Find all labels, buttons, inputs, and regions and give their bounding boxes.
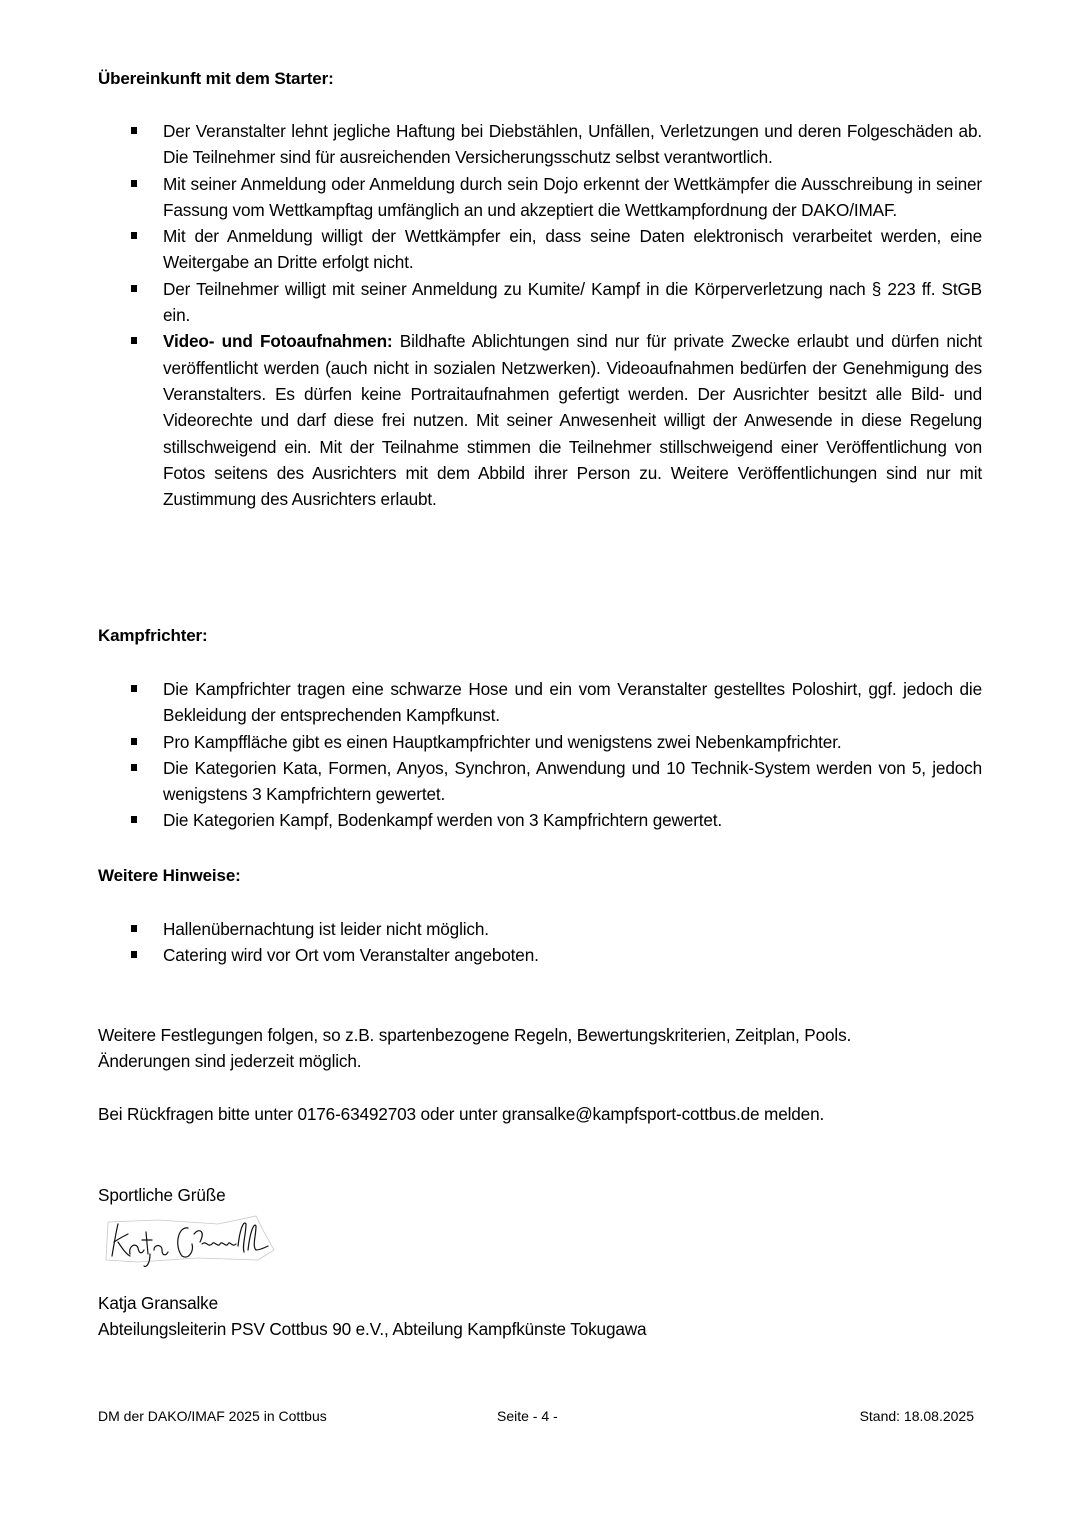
footer-date: Stand: 18.08.2025 — [859, 1408, 974, 1424]
bullet-icon — [131, 180, 137, 187]
list-item: Catering wird vor Ort vom Veranstalter angeboten. — [98, 942, 982, 968]
greeting: Sportliche Grüße — [98, 1185, 226, 1205]
bullet-icon — [131, 816, 137, 823]
further-info-line1: Weitere Festlegungen folgen, so z.B. spartenbezogene Regeln, Bewertungskriterien, Zeitplan, Pools. — [98, 1025, 852, 1045]
list-item: Video- und Fotoaufnahmen: Bildhafte Ablichtungen sind nur für private Zwecke erlaubt und dürfen nicht veröffentlicht werden (auch nicht in sozialen Netzwerken). Videoaufnahmen bedürfen der Genehmigung des Veranstalters. Es dürfen keine Portraitaufnahmen gefertigt werden. Der Ausrichter besitzt alle Bild- und Videorechte und darf diese frei nutzen. Mit seiner Anwesenheit willigt der Anwesende in diese Regelung stillschweigend ein. Mit der Teilnahme stimmen die Teilnehmer stillschweigend einer Veröffentlichung von Fotos seitens des Ausrichters mit dem Abbild ihrer Person zu. Weitere Veröffentlichungen sind nur mit Zustimmung des Ausrichters erlaubt. — [98, 328, 982, 512]
list-item: Die Kategorien Kata, Formen, Anyos, Synchron, Anwendung und 10 Technik-System werden von 5, jedoch wenigstens 3 Kampfrichtern gewertet. — [98, 755, 982, 808]
bullet-icon — [131, 925, 137, 932]
bullet-icon — [131, 285, 137, 292]
signature-image — [98, 1210, 278, 1268]
bullet-icon — [131, 738, 137, 745]
starter-list — [98, 118, 982, 512]
list-item: Hallenübernachtung ist leider nicht möglich. — [98, 916, 982, 942]
bold-label: Video- und Fotoaufnahmen: — [163, 331, 393, 352]
list-item: Mit der Anmeldung willigt der Wettkämpfer ein, dass seine Daten elektronisch verarbeitet werden, eine Weitergabe an Dritte erfolgt nicht. — [98, 223, 982, 276]
footer-left: DM der DAKO/IMAF 2025 in Cottbus — [98, 1408, 327, 1424]
signer-name: Katja Gransalke — [98, 1293, 219, 1313]
notes-list — [98, 916, 982, 969]
further-info-line2: Änderungen sind jederzeit möglich. — [98, 1051, 362, 1071]
list-item: Die Kampfrichter tragen eine schwarze Hose und ein vom Veranstalter gestelltes Poloshirt, ggf. jedoch die Bekleidung der entsprechenden Kampfkunst. — [98, 676, 982, 729]
bullet-icon — [131, 685, 137, 692]
bullet-icon — [131, 764, 137, 771]
section-heading-judges: Kampfrichter: — [98, 626, 208, 645]
bullet-icon — [131, 232, 137, 239]
footer-page-number: Seite - 4 - — [497, 1408, 558, 1424]
judges-list — [98, 676, 982, 834]
section-heading-starter: Übereinkunft mit dem Starter: — [98, 69, 334, 88]
contact-paragraph: Bei Rückfragen bitte unter 0176-63492703 oder unter gransalke@kampfsport-cottbus.de melden. — [98, 1104, 825, 1124]
bullet-icon — [131, 951, 137, 958]
list-item: Die Kategorien Kampf, Bodenkampf werden von 3 Kampfrichtern gewertet. — [98, 807, 982, 833]
list-item: Der Teilnehmer willigt mit seiner Anmeldung zu Kumite/ Kampf in die Körperverletzung nach § 223 ff. StGB ein. — [98, 276, 982, 329]
list-item: Der Veranstalter lehnt jegliche Haftung bei Diebstählen, Unfällen, Verletzungen und deren Folgeschäden ab. Die Teilnehmer sind für ausreichenden Versicherungsschutz selbst verantwortlich. — [98, 118, 982, 171]
section-heading-notes: Weitere Hinweise: — [98, 866, 241, 885]
bullet-icon — [131, 337, 137, 344]
page-footer — [98, 1408, 974, 1426]
bullet-icon — [131, 127, 137, 134]
signer-role: Abteilungsleiterin PSV Cottbus 90 e.V., Abteilung Kampfkünste Tokugawa — [98, 1319, 647, 1339]
list-item: Mit seiner Anmeldung oder Anmeldung durch sein Dojo erkennt der Wettkämpfer die Ausschreibung in seiner Fassung vom Wettkampftag umfänglich an und akzeptiert die Wettkampfordnung der DAKO/IMAF. — [98, 171, 982, 224]
list-item: Pro Kampffläche gibt es einen Hauptkampfrichter und wenigstens zwei Nebenkampfrichter. — [98, 729, 982, 755]
